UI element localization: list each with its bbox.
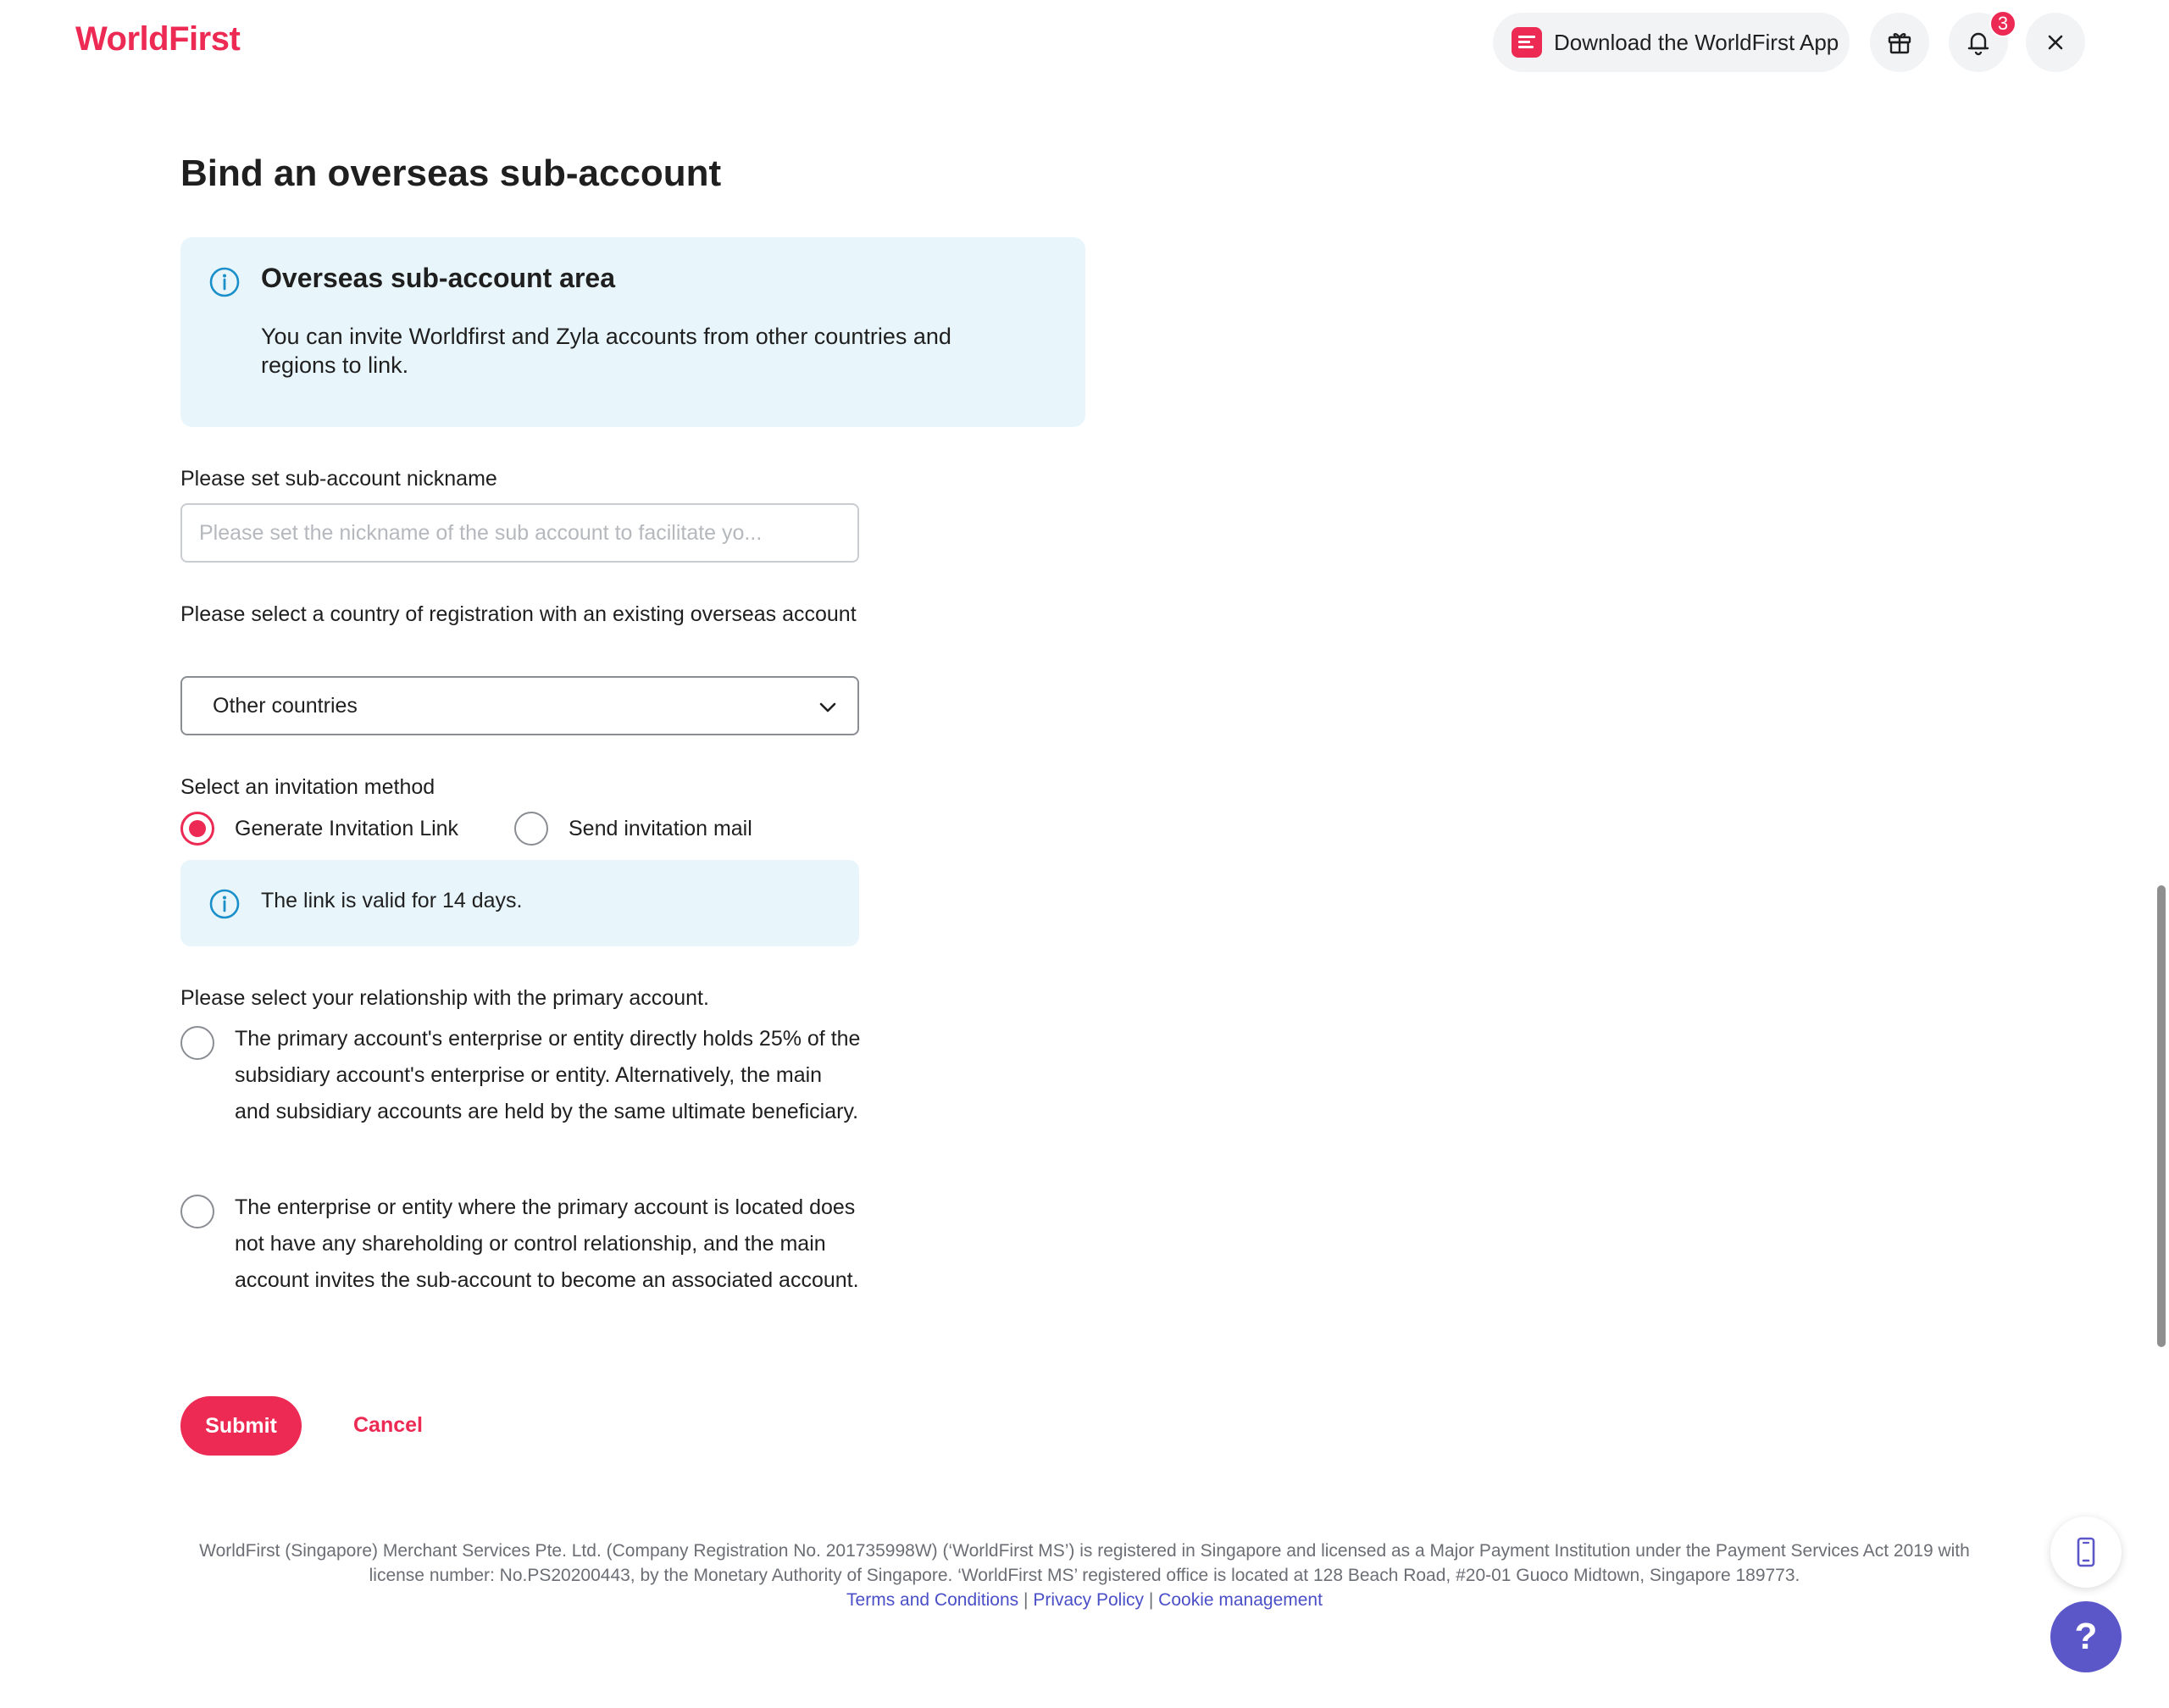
privacy-link[interactable]: Privacy Policy	[1033, 1590, 1145, 1610]
top-header	[0, 0, 2169, 85]
relationship-option-ownership[interactable]	[180, 1021, 861, 1165]
send-mail-label: Send invitation mail	[569, 816, 752, 840]
info-icon	[208, 266, 241, 298]
link-validity-text: The link is valid for 14 days.	[261, 889, 523, 912]
radio-button[interactable]	[180, 1026, 214, 1060]
footer-separator: |	[1148, 1590, 1154, 1610]
radio-send-mail[interactable]	[514, 812, 752, 846]
close-button[interactable]	[2026, 13, 2085, 72]
info-icon	[208, 888, 241, 920]
radio-generate-link[interactable]	[180, 812, 458, 846]
radio-button[interactable]	[180, 1195, 214, 1228]
link-validity-note	[180, 860, 859, 946]
notification-count-badge: 3	[1989, 10, 2016, 37]
nickname-label: Please set sub-account nickname	[180, 467, 497, 491]
worldfirst-app-icon	[1512, 27, 1542, 58]
relationship-label: Please select your relationship with the primary account.	[180, 986, 709, 1010]
download-app-button[interactable]	[1493, 13, 1850, 72]
footer-links	[169, 1588, 2000, 1612]
country-selected-value: Other countries	[213, 693, 358, 718]
radio-button-checked[interactable]	[180, 812, 214, 846]
terms-link[interactable]: Terms and Conditions	[846, 1590, 1019, 1610]
worldfirst-logo[interactable]: WorldFirst	[75, 20, 241, 58]
mobile-app-button[interactable]	[2050, 1517, 2122, 1588]
footer-separator: |	[1023, 1590, 1029, 1610]
relationship-option-text: The primary account's enterprise or entity directly holds 25% of the subsidiary account's enterprise or entity. Alternatively, the main and subsidiary accounts are held by the same ultimate beneficiary.	[235, 1027, 861, 1123]
bell-icon	[1964, 28, 1993, 57]
radio-button[interactable]	[514, 812, 548, 846]
help-question-icon: ?	[2074, 1616, 2098, 1657]
relationship-option-text: The enterprise or entity where the primary account is located does not have any shareholding or control relationship, and the main account invites the sub-account to become an associated account.	[235, 1195, 859, 1292]
download-app-label: Download the WorldFirst App	[1554, 29, 1839, 55]
page-title: Bind an overseas sub-account	[180, 152, 722, 194]
submit-button[interactable]: Submit	[180, 1396, 302, 1456]
cookie-link[interactable]: Cookie management	[1158, 1590, 1323, 1610]
radio-dot	[189, 820, 206, 837]
overseas-info-banner	[180, 237, 1085, 427]
close-icon	[2044, 30, 2067, 54]
relationship-option-associated[interactable]	[180, 1190, 858, 1334]
scrollbar-thumb[interactable]	[2157, 885, 2166, 1347]
country-label: Please select a country of registration with an existing overseas account	[180, 602, 857, 626]
gift-icon	[1885, 28, 1914, 57]
app-logo-mark	[1516, 31, 1538, 53]
info-banner-title: Overseas sub-account area	[261, 263, 615, 293]
footer	[169, 1539, 2000, 1612]
nickname-input[interactable]	[180, 503, 859, 563]
country-select[interactable]	[180, 676, 859, 735]
invitation-method-label: Select an invitation method	[180, 775, 435, 799]
help-button[interactable]	[2050, 1601, 2122, 1672]
info-banner-text: You can invite Worldfirst and Zyla accounts from other countries and regions to link.	[261, 324, 951, 378]
footer-legal-text: WorldFirst (Singapore) Merchant Services Pte. Ltd. (Company Registration No. 201735998W) (‘WorldFirst MS’) is registered in Singapore and licensed as a Major Payment Institution under the Payment Services Act 2019 with license number: No.PS20200443, by the Monetary Authority of Singapore. ‘WorldFirst MS’ registered office is located at 128 Beach Road, #20-01 Guoco Midtown, Singapore 189773.	[199, 1541, 1970, 1585]
gift-button[interactable]	[1870, 13, 1929, 72]
phone-icon	[2072, 1536, 2100, 1568]
chevron-down-icon	[817, 696, 839, 718]
generate-link-label: Generate Invitation Link	[235, 816, 459, 840]
cancel-button[interactable]: Cancel	[353, 1413, 423, 1437]
